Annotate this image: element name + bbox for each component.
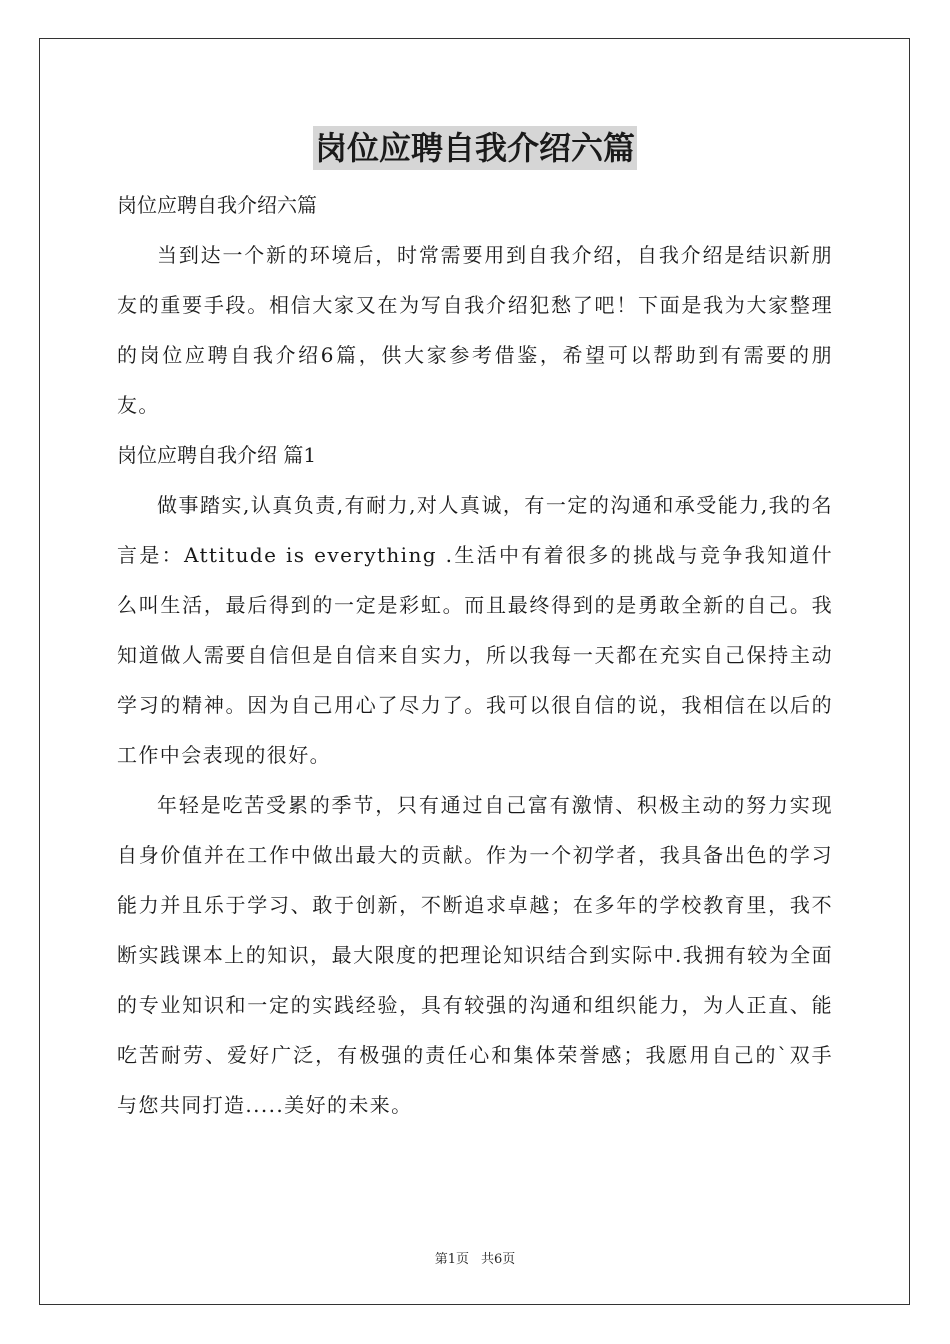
document-body bbox=[117, 126, 833, 1130]
body-paragraph: 年轻是吃苦受累的季节，只有通过自己富有激情、积极主动的努力实现自身价值并在工作中做出最大的贡献。作为一个初学者，我具备出色的学习能力并且乐于学习、敢于创新，不断追求卓越；在多年的学校教育里，我不断实践课本上的知识，最大限度的把理论知识结合到实际中.我拥有较为全面的专业知识和一定的实践经验，具有较强的沟通和组织能力，为人正直、能吃苦耐劳、爱好广泛，有极强的责任心和集体荣誉感；我愿用自己的`双手与您共同打造.....美好的未来。 bbox=[117, 793, 833, 1117]
page-number: 第1页 bbox=[434, 1252, 469, 1267]
title-container bbox=[117, 126, 833, 172]
page-footer bbox=[0, 1248, 950, 1267]
document-title: 岗位应聘自我介绍六篇 bbox=[313, 126, 637, 170]
body-paragraph: 做事踏实,认真负责,有耐力,对人真诚，有一定的沟通和承受能力,我的名言是：Attitude is everything .生活中有着很多的挑战与竞争我知道什么叫生活，最后得到的一定是彩虹。而且最终得到的是勇敢全新的自己。我知道做人需要自信但是自信来自实力，所以我每一天都在充实自己保持主动学习的精神。因为自己用心了尽力了。我可以很自信的说，我相信在以后的工作中会表现的很好。 bbox=[117, 493, 833, 767]
section-heading: 岗位应聘自我介绍 篇1 bbox=[117, 443, 317, 467]
page-total: 共6页 bbox=[481, 1252, 516, 1267]
intro-paragraph: 当到达一个新的环境后，时常需要用到自我介绍，自我介绍是结识新朋友的重要手段。相信大家又在为写自我介绍犯愁了吧！下面是我为大家整理的岗位应聘自我介绍6篇，供大家参考借鉴，希望可以帮助到有需要的朋友。 bbox=[117, 243, 833, 417]
document-subtitle: 岗位应聘自我介绍六篇 bbox=[117, 193, 317, 217]
